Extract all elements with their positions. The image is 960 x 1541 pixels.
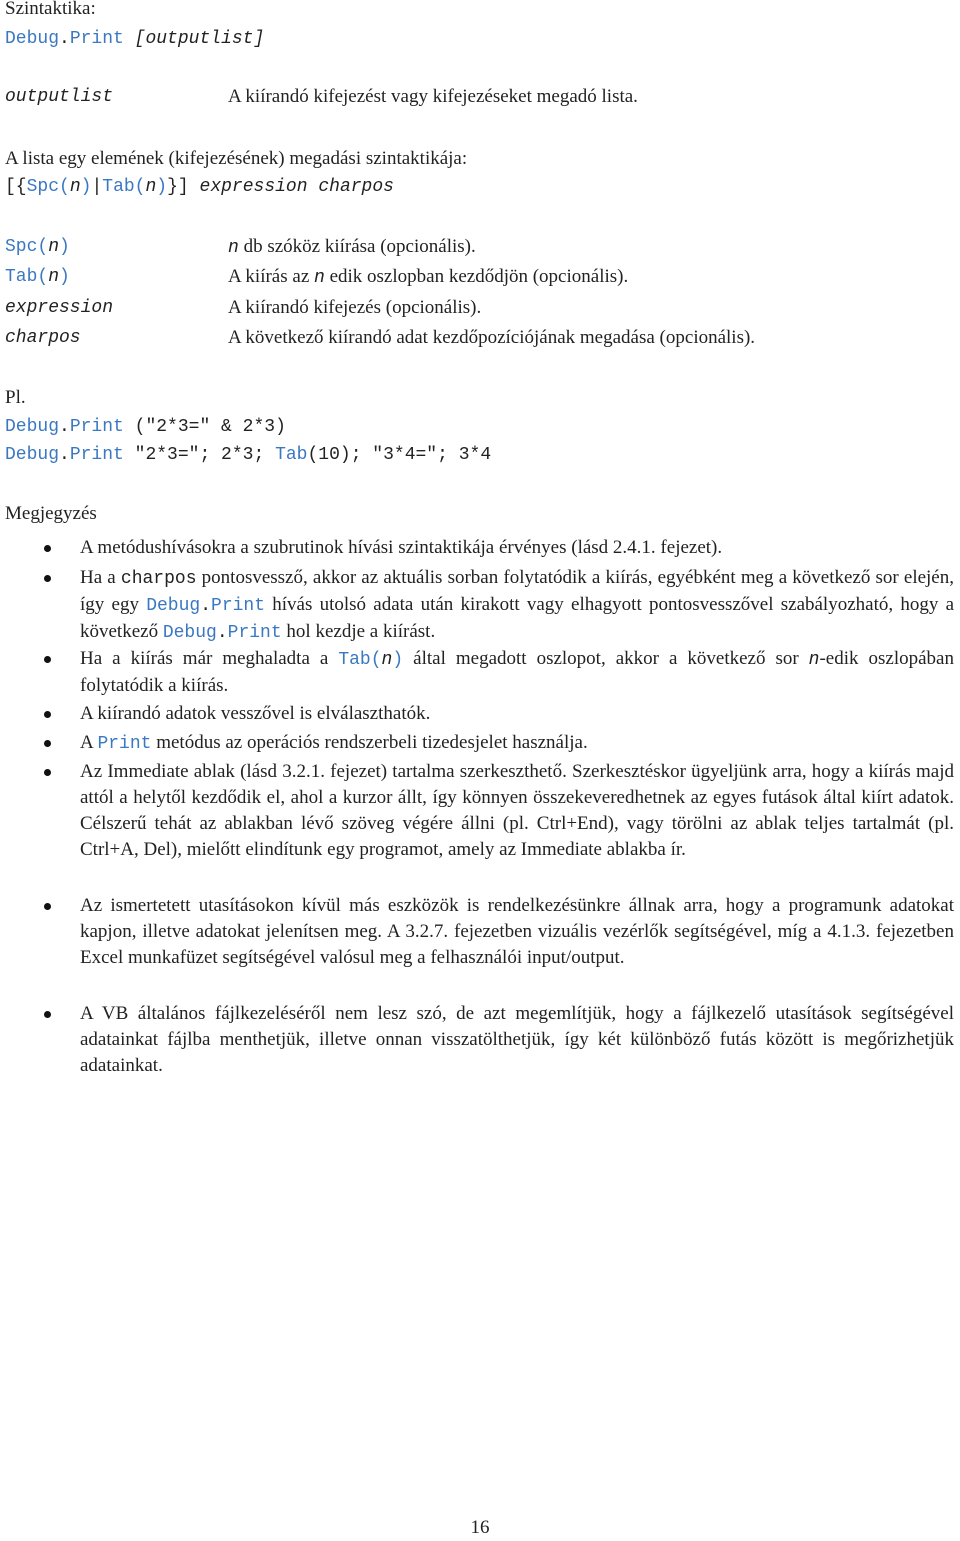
bullet-icon [44, 711, 51, 718]
param-term: charpos [5, 328, 81, 348]
note-item: A Print metódus az operációs rendszerbeli tizedesjelet használja. [80, 732, 588, 754]
bullet-icon [44, 656, 51, 663]
bullet-icon [44, 769, 51, 776]
dot: . [59, 29, 70, 49]
bullet-icon [44, 903, 51, 910]
bullet-icon [44, 1011, 51, 1018]
list-syntax-intro: A lista egy elemének (kifejezésének) megadási szintaktikája: [5, 148, 468, 169]
param-term: Tab(n) [5, 267, 70, 287]
notes-heading: Megjegyzés [5, 503, 97, 524]
note-item: Az ismertetett utasításokon kívül más eszközök is rendelkezésünkre állnak arra, hogy a programunk adatokat kapjon, illetve adatokat jelenítsen meg. A 3.2.7. fejezetben vizuális vezérlők segítségével, míg a 4.1.3. fejezetben Excel munkafüzet segítségével valósul meg a felhasználói input/output. [80, 895, 954, 968]
note-item: A VB általános fájlkezeléséről nem lesz szó, de azt megemlítjük, hogy a fájlkezelő utasítások segítségével adatainkat fájlba menthetjük, illetve onnan visszatölthetjük, így két különböző futás között is megőrizhetjük adatainkat. [80, 1003, 954, 1076]
tab-keyword: Tab [102, 177, 135, 197]
spc-keyword: Spc [26, 177, 60, 197]
param-description: A következő kiírandó adat kezdőpozíciójának megadása (opcionális). [228, 327, 756, 348]
example-label: Pl. [5, 387, 26, 408]
note-item: A metódushívásokra a szubrutinok hívási szintaktikája érvényes (lásd 2.4.1. fejezet). [80, 537, 723, 558]
syntax-heading: Szintaktika: [5, 0, 96, 19]
param-row-tab [0, 264, 960, 294]
param-row-spc [0, 234, 960, 264]
bullet-icon [44, 740, 51, 747]
outputlist-term: outputlist [5, 87, 114, 107]
bullet-icon [44, 575, 51, 582]
outputlist-row [0, 84, 960, 114]
debug-keyword: Debug [5, 29, 60, 49]
param-term: Spc(n) [5, 237, 70, 257]
outputlist-description: A kiírandó kifejezést vagy kifejezéseket megadó lista. [228, 86, 638, 107]
param-term: expression [5, 298, 114, 318]
note-item: Ha a charpos pontosvessző, akkor az aktuális sorban folytatódik a kiírás, egyébként meg a következő sor elején, így egy Debug.Print hívás utolsó adata után kirakott vagy elhagyott pontosvesszővel szabályozható, hogy a következő Debug.Print hol kezdje a kiírást. [80, 567, 955, 643]
note-item: A kiírandó adatok vesszővel is elválaszthatók. [80, 703, 431, 724]
list-syntax-line: [{Spc(n)|Tab(n)}] expression charpos [5, 177, 394, 197]
note-item: Az Immediate ablak (lásd 3.2.1. fejezet) tartalma szerkeszthető. Szerkesztéskor ügyeljünk arra, hogy a kiírás majd attól a helytől kezdődik el, ahol a kurzor állt, így könnyen összekeveredhetnek az egyes futások által kiírt adatok. Célszerű tehát az ablakban lévő szöveg végére állni (pl. Ctrl+End), vagy törölni az ablak teljes tartalmát (pl. Ctrl+A, Del), mielőtt elindítunk egy programot, amely az Immediate ablakba ír. [80, 761, 954, 860]
param-row-charpos [0, 325, 960, 355]
param-description: A kiírandó kifejezés (opcionális). [228, 297, 482, 318]
outputlist-arg: [outputlist] [123, 29, 265, 49]
example-line-2: Debug.Print "2*3="; 2*3; Tab(10); "3*4="; 3*4 [5, 445, 492, 465]
syntax-line [5, 26, 954, 52]
print-keyword: Print [69, 29, 124, 49]
param-row-expression [0, 295, 960, 325]
page-number: 16 [470, 1517, 490, 1538]
param-description: A kiírás az n edik oszlopban kezdődjön (opcionális). [228, 266, 629, 288]
note-item: Ha a kiírás már meghaladta a Tab(n) által megadott oszlopot, akkor a következő sor n-edik oszlopában folytatódik a kiírás. [80, 648, 954, 696]
bullet-icon [44, 545, 51, 552]
param-description: n db szóköz kiírása (opcionális). [228, 236, 476, 258]
example-line-1: Debug.Print ("2*3=" & 2*3) [5, 417, 286, 437]
